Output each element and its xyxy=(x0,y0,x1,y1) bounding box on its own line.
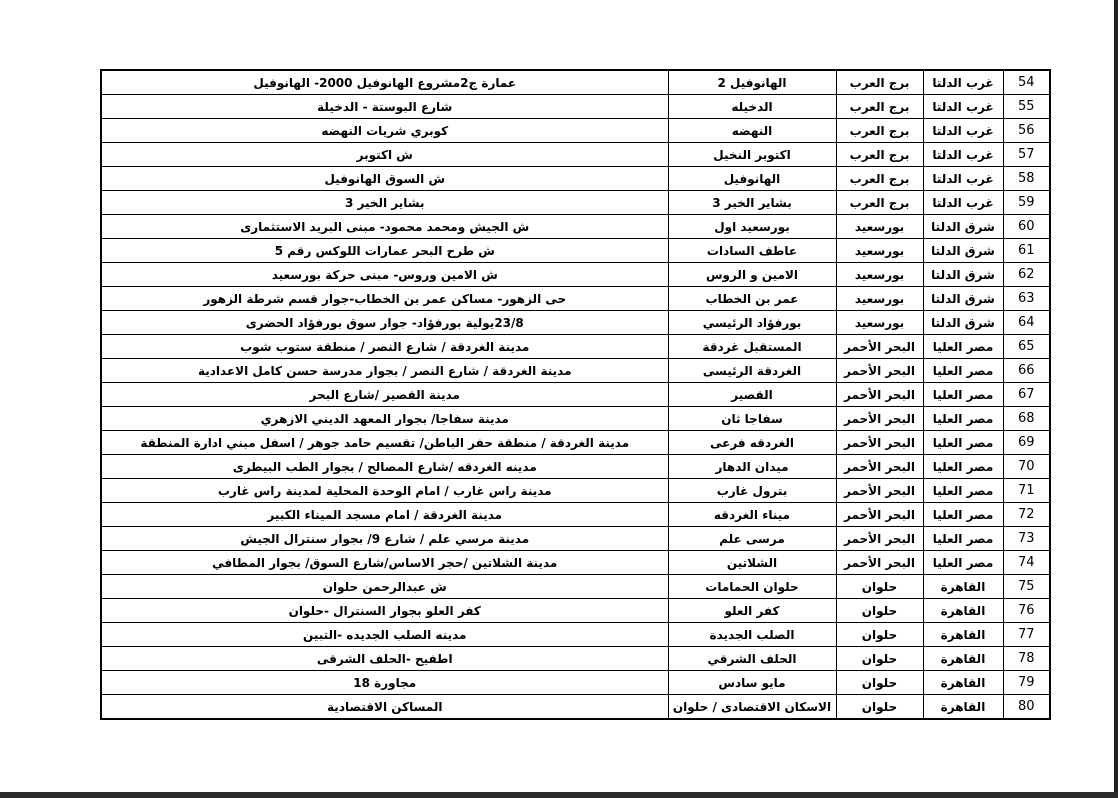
address-cell: مدينة الغردقة / منطقة حفر الباطن/ تقسيم حامد جوهر / اسفل مبني ادارة المنطقة xyxy=(101,431,668,455)
row-number-cell: 80 xyxy=(1003,695,1050,720)
table-row xyxy=(101,239,1050,263)
area-cell: البحر الأحمر xyxy=(836,527,923,551)
branch-cell: حلوان الحمامات xyxy=(668,575,836,599)
table-row xyxy=(101,647,1050,671)
row-number-cell: 62 xyxy=(1003,263,1050,287)
region-cell: القاهرة xyxy=(923,647,1003,671)
table-row xyxy=(101,143,1050,167)
row-number-cell: 67 xyxy=(1003,383,1050,407)
branch-cell: عاطف السادات xyxy=(668,239,836,263)
area-cell: حلوان xyxy=(836,623,923,647)
region-cell: مصر العليا xyxy=(923,527,1003,551)
area-cell: البحر الأحمر xyxy=(836,359,923,383)
area-cell: البحر الأحمر xyxy=(836,503,923,527)
table-row xyxy=(101,623,1050,647)
region-cell: القاهرة xyxy=(923,695,1003,720)
address-cell: كفر العلو بجوار السنترال -حلوان xyxy=(101,599,668,623)
row-number-cell: 72 xyxy=(1003,503,1050,527)
address-cell: مدينة سفاجا/ بجوار المعهد الديني الازهري xyxy=(101,407,668,431)
area-cell: البحر الأحمر xyxy=(836,551,923,575)
table-row xyxy=(101,119,1050,143)
page-edge xyxy=(1114,0,1118,798)
address-cell: ش اكتوبر xyxy=(101,143,668,167)
branch-cell: الحلف الشرقي xyxy=(668,647,836,671)
row-number-cell: 70 xyxy=(1003,455,1050,479)
table-row xyxy=(101,287,1050,311)
region-cell: مصر العليا xyxy=(923,359,1003,383)
area-cell: البحر الأحمر xyxy=(836,479,923,503)
region-cell: غرب الدلتا xyxy=(923,70,1003,95)
region-cell: مصر العليا xyxy=(923,431,1003,455)
table-row xyxy=(101,311,1050,335)
branch-cell: مايو سادس xyxy=(668,671,836,695)
branch-cell: بورسعيد اول xyxy=(668,215,836,239)
address-cell: مدينه الصلب الجديده -التبين xyxy=(101,623,668,647)
region-cell: مصر العليا xyxy=(923,479,1003,503)
address-cell: مدينة الشلاتين /حجر الاساس/شارع السوق/ بجوار المطافي xyxy=(101,551,668,575)
address-cell: حى الزهور- مساكن عمر بن الخطاب-جوار قسم شرطة الزهور xyxy=(101,287,668,311)
branch-cell: كفر العلو xyxy=(668,599,836,623)
address-cell: مدينة راس غارب / امام الوحدة المحلية لمدينة راس غارب xyxy=(101,479,668,503)
table-row xyxy=(101,407,1050,431)
address-cell: ش الامين وروس- مبنى حركة بورسعيد xyxy=(101,263,668,287)
area-cell: بورسعيد xyxy=(836,287,923,311)
area-cell: بورسعيد xyxy=(836,239,923,263)
address-cell: بشاير الخير 3 xyxy=(101,191,668,215)
area-cell: البحر الأحمر xyxy=(836,335,923,359)
address-cell: كوبري شريات النهضه xyxy=(101,119,668,143)
region-cell: شرق الدلتا xyxy=(923,239,1003,263)
region-cell: القاهرة xyxy=(923,623,1003,647)
table-row xyxy=(101,70,1050,95)
region-cell: مصر العليا xyxy=(923,551,1003,575)
row-number-cell: 78 xyxy=(1003,647,1050,671)
branch-cell: عمر بن الخطاب xyxy=(668,287,836,311)
branch-cell: الصلب الجديدة xyxy=(668,623,836,647)
branches-table xyxy=(100,69,1051,720)
row-number-cell: 58 xyxy=(1003,167,1050,191)
region-cell: شرق الدلتا xyxy=(923,263,1003,287)
branch-cell: الغردقه فرعى xyxy=(668,431,836,455)
address-cell: اطفيح -الحلف الشرقى xyxy=(101,647,668,671)
region-cell: القاهرة xyxy=(923,599,1003,623)
region-cell: غرب الدلتا xyxy=(923,143,1003,167)
branch-cell: الاسكان الاقتصادى / حلوان xyxy=(668,695,836,720)
row-number-cell: 75 xyxy=(1003,575,1050,599)
area-cell: بورسعيد xyxy=(836,263,923,287)
branch-cell: ميدان الدهار xyxy=(668,455,836,479)
area-cell: حلوان xyxy=(836,695,923,720)
row-number-cell: 66 xyxy=(1003,359,1050,383)
row-number-cell: 63 xyxy=(1003,287,1050,311)
address-cell: ش السوق الهانوفيل xyxy=(101,167,668,191)
table-row xyxy=(101,695,1050,720)
address-cell: مدينة الغردقة / شارع النصر / منطقة ستوب شوب xyxy=(101,335,668,359)
table-row xyxy=(101,335,1050,359)
table-row xyxy=(101,503,1050,527)
region-cell: غرب الدلتا xyxy=(923,191,1003,215)
row-number-cell: 77 xyxy=(1003,623,1050,647)
branch-cell: بورفؤاد الرئيسي xyxy=(668,311,836,335)
row-number-cell: 59 xyxy=(1003,191,1050,215)
address-cell: مدينه الغردقه /شارع المصالح / بجوار الطب البيطرى xyxy=(101,455,668,479)
area-cell: برج العرب xyxy=(836,143,923,167)
branch-cell: النهضه xyxy=(668,119,836,143)
region-cell: مصر العليا xyxy=(923,383,1003,407)
region-cell: شرق الدلتا xyxy=(923,215,1003,239)
address-cell: المساكن الاقتصادية xyxy=(101,695,668,720)
table-row xyxy=(101,551,1050,575)
row-number-cell: 56 xyxy=(1003,119,1050,143)
row-number-cell: 69 xyxy=(1003,431,1050,455)
branch-cell: الدخيله xyxy=(668,95,836,119)
address-cell: ش طرح البحر عمارات اللوكس رقم 5 xyxy=(101,239,668,263)
area-cell: البحر الأحمر xyxy=(836,455,923,479)
table-row xyxy=(101,455,1050,479)
table-row xyxy=(101,263,1050,287)
address-cell: عمارة ج2مشروع الهانوفيل 2000- الهانوفيل xyxy=(101,70,668,95)
row-number-cell: 71 xyxy=(1003,479,1050,503)
table-row xyxy=(101,671,1050,695)
area-cell: بورسعيد xyxy=(836,215,923,239)
region-cell: شرق الدلتا xyxy=(923,311,1003,335)
row-number-cell: 79 xyxy=(1003,671,1050,695)
branch-cell: المستقبل غردقة xyxy=(668,335,836,359)
table-body xyxy=(101,70,1050,719)
address-cell: 23/8يولية بورفؤاد- جوار سوق بورفؤاد الحضرى xyxy=(101,311,668,335)
row-number-cell: 76 xyxy=(1003,599,1050,623)
area-cell: برج العرب xyxy=(836,119,923,143)
address-cell: ش الجيش ومحمد محمود- مبنى البريد الاستثمارى xyxy=(101,215,668,239)
region-cell: غرب الدلتا xyxy=(923,95,1003,119)
area-cell: برج العرب xyxy=(836,191,923,215)
row-number-cell: 57 xyxy=(1003,143,1050,167)
row-number-cell: 74 xyxy=(1003,551,1050,575)
region-cell: شرق الدلتا xyxy=(923,287,1003,311)
area-cell: حلوان xyxy=(836,671,923,695)
address-cell: مدينة مرسي علم / شارع 9/ بجوار سنترال الجيش xyxy=(101,527,668,551)
branch-cell: ميناء الغردقه xyxy=(668,503,836,527)
region-cell: مصر العليا xyxy=(923,335,1003,359)
address-cell: مدينة الغردقة / شارع النصر / بجوار مدرسة حسن كامل الاعدادية xyxy=(101,359,668,383)
table-row xyxy=(101,215,1050,239)
row-number-cell: 64 xyxy=(1003,311,1050,335)
region-cell: غرب الدلتا xyxy=(923,119,1003,143)
area-cell: البحر الأحمر xyxy=(836,431,923,455)
table-row xyxy=(101,479,1050,503)
area-cell: حلوان xyxy=(836,647,923,671)
address-cell: مدينة القصير /شارع البحر xyxy=(101,383,668,407)
row-number-cell: 73 xyxy=(1003,527,1050,551)
table-row xyxy=(101,575,1050,599)
table-row xyxy=(101,527,1050,551)
region-cell: القاهرة xyxy=(923,671,1003,695)
address-cell: ش عبدالرحمن حلوان xyxy=(101,575,668,599)
table-row xyxy=(101,95,1050,119)
branch-cell: مرسى علم xyxy=(668,527,836,551)
row-number-cell: 61 xyxy=(1003,239,1050,263)
region-cell: القاهرة xyxy=(923,575,1003,599)
row-number-cell: 55 xyxy=(1003,95,1050,119)
area-cell: البحر الأحمر xyxy=(836,407,923,431)
table-row xyxy=(101,431,1050,455)
area-cell: بورسعيد xyxy=(836,311,923,335)
area-cell: برج العرب xyxy=(836,167,923,191)
table-row xyxy=(101,167,1050,191)
page-bottom-edge xyxy=(0,792,1118,798)
region-cell: مصر العليا xyxy=(923,455,1003,479)
area-cell: برج العرب xyxy=(836,95,923,119)
table-row xyxy=(101,359,1050,383)
branch-cell: الهانوفيل xyxy=(668,167,836,191)
branch-cell: اكتوبر النخيل xyxy=(668,143,836,167)
branch-cell: بشاير الخير 3 xyxy=(668,191,836,215)
area-cell: البحر الأحمر xyxy=(836,383,923,407)
region-cell: مصر العليا xyxy=(923,503,1003,527)
area-cell: حلوان xyxy=(836,575,923,599)
row-number-cell: 60 xyxy=(1003,215,1050,239)
row-number-cell: 54 xyxy=(1003,70,1050,95)
branch-cell: سفاجا ثان xyxy=(668,407,836,431)
area-cell: حلوان xyxy=(836,599,923,623)
table-row xyxy=(101,383,1050,407)
branch-cell: الامين و الروس xyxy=(668,263,836,287)
branch-cell: الهانوفيل 2 xyxy=(668,70,836,95)
address-cell: مجاورة 18 xyxy=(101,671,668,695)
branch-cell: القصير xyxy=(668,383,836,407)
area-cell: برج العرب xyxy=(836,70,923,95)
branch-cell: الشلاتين xyxy=(668,551,836,575)
region-cell: غرب الدلتا xyxy=(923,167,1003,191)
address-cell: شارع البوستة - الدخيلة xyxy=(101,95,668,119)
region-cell: مصر العليا xyxy=(923,407,1003,431)
branch-cell: بترول غارب xyxy=(668,479,836,503)
row-number-cell: 65 xyxy=(1003,335,1050,359)
table-row xyxy=(101,599,1050,623)
table-row xyxy=(101,191,1050,215)
branch-cell: الغردقة الرئيسى xyxy=(668,359,836,383)
address-cell: مدينة الغردقة / امام مسجد الميناء الكبير xyxy=(101,503,668,527)
row-number-cell: 68 xyxy=(1003,407,1050,431)
